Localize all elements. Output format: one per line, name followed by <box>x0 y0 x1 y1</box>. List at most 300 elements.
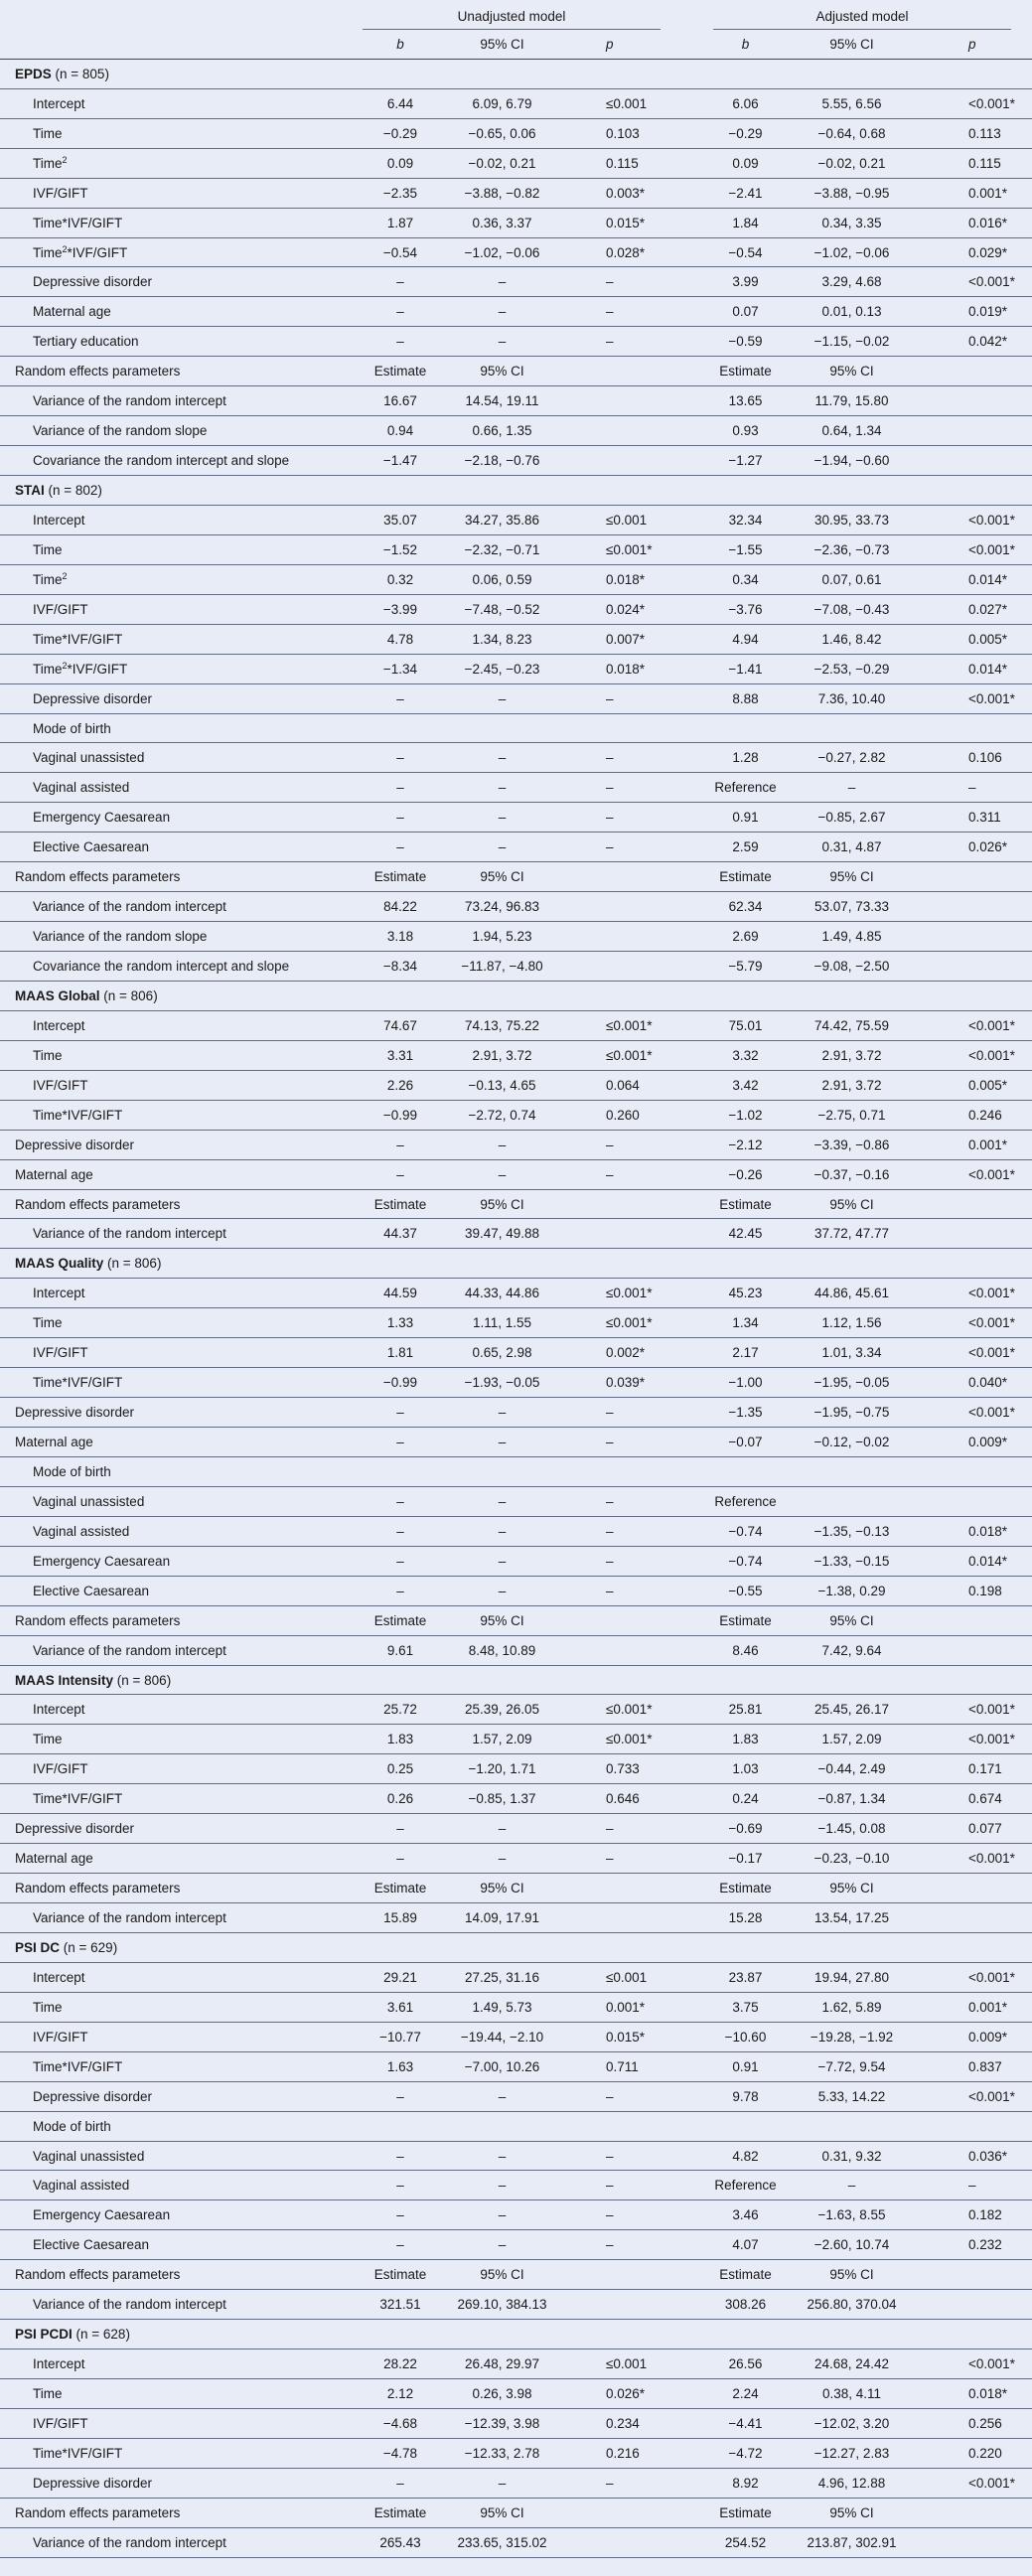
adjusted-ci-cell: −2.36, −0.73 <box>813 541 890 557</box>
section-title <box>15 1933 117 1963</box>
unadjusted-b-cell: 4.78 <box>386 631 414 647</box>
unadjusted-b-cell: – <box>396 1523 404 1539</box>
table-row <box>0 1011 1032 1041</box>
adjusted-b-cell: −0.07 <box>728 1435 763 1449</box>
unadjusted-ci-cell: 95% CI <box>480 364 524 379</box>
unadjusted-p-cell: – <box>606 334 614 350</box>
adjusted-b-cell: −4.72 <box>728 2445 763 2461</box>
col-header-p: p <box>968 36 976 52</box>
adjusted-ci-cell: −7.72, 9.54 <box>817 2058 886 2074</box>
adjusted-p-cell: 0.220 <box>968 2445 1002 2461</box>
adjusted-ci-cell: −3.88, −0.95 <box>813 185 890 201</box>
adjusted-ci-cell: 95% CI <box>829 869 874 885</box>
section-name: PSI PCDI <box>15 2327 73 2343</box>
adjusted-ci-cell: 53.07, 73.33 <box>813 899 890 915</box>
adjusted-b-cell: 4.07 <box>732 2237 759 2253</box>
unadjusted-ci-cell: 269.10, 384.13 <box>457 2297 547 2313</box>
unadjusted-b-cell: – <box>396 1851 404 1867</box>
unadjusted-ci-cell: 95% CI <box>480 2504 524 2520</box>
adjusted-b-cell: 3.42 <box>732 1077 759 1093</box>
adjusted-p-cell: <0.001* <box>968 2475 1015 2491</box>
row-label-text: Covariance the random intercept and slope <box>33 453 290 469</box>
row-label-text: Depressive disorder <box>33 2088 153 2104</box>
adjusted-ci-cell: 0.31, 9.32 <box>821 2148 882 2164</box>
section-name: PSI DC <box>15 1939 61 1955</box>
unadjusted-ci-cell: 34.27, 35.86 <box>464 512 540 528</box>
row-label-text: Intercept <box>33 1017 85 1033</box>
adjusted-b-cell: −0.26 <box>728 1166 763 1182</box>
row-label <box>33 833 149 862</box>
table-row <box>0 1754 1032 1784</box>
table-row <box>0 535 1032 565</box>
row-label <box>33 773 129 803</box>
adjusted-p-cell: <0.001* <box>968 2356 1015 2372</box>
adjusted-ci-cell: −2.60, 10.74 <box>813 2237 890 2253</box>
adjusted-b-cell: 0.93 <box>732 423 759 439</box>
superscript: 2 <box>62 243 68 254</box>
row-label <box>33 1903 226 1933</box>
unadjusted-b-cell: 2.26 <box>386 1077 414 1093</box>
table-row <box>0 595 1032 625</box>
table-row <box>0 2290 1032 2320</box>
table-row <box>0 1963 1032 1993</box>
unadjusted-ci-cell: −1.02, −0.06 <box>464 244 540 260</box>
table-row <box>0 416 1032 446</box>
unadjusted-ci-cell: −7.48, −0.52 <box>464 601 540 617</box>
row-label <box>33 1011 85 1041</box>
table-row <box>0 1517 1032 1547</box>
adjusted-ci-cell: 5.33, 14.22 <box>817 2088 886 2104</box>
unadjusted-ci-cell: −12.39, 3.98 <box>464 2415 540 2431</box>
section-title <box>15 476 102 506</box>
unadjusted-p-cell: 0.064 <box>606 1077 640 1093</box>
adjusted-p-cell: <0.001* <box>968 1017 1015 1033</box>
unadjusted-ci-cell: 0.66, 1.35 <box>472 423 532 439</box>
row-label <box>33 1993 63 2023</box>
unadjusted-b-cell: – <box>396 2207 404 2223</box>
unadjusted-p-cell: 0.002* <box>606 1345 646 1361</box>
row-label-text: Variance of the random slope <box>33 929 208 945</box>
adjusted-b-cell: −0.69 <box>728 1821 763 1837</box>
unadjusted-b-cell: −1.34 <box>382 661 418 677</box>
adjusted-p-cell: <0.001* <box>968 1315 1015 1331</box>
row-label-text: Time*IVF/GIFT <box>33 1375 123 1391</box>
table-row <box>0 803 1032 833</box>
adjusted-p-cell: 0.001* <box>968 185 1008 201</box>
adjusted-p-cell: <0.001* <box>968 1047 1015 1063</box>
unadjusted-ci-cell: 25.39, 26.05 <box>464 1702 540 1718</box>
row-label <box>15 2499 180 2528</box>
adjusted-p-cell: <0.001* <box>968 1405 1015 1421</box>
row-label <box>33 1487 144 1517</box>
adjusted-p-cell: <0.001* <box>968 274 1015 290</box>
unadjusted-ci-cell: −0.85, 1.37 <box>468 1791 536 1807</box>
unadjusted-b-cell: – <box>396 1166 404 1182</box>
unadjusted-b-cell: – <box>396 1493 404 1509</box>
adjusted-p-cell: 0.182 <box>968 2207 1002 2223</box>
unadjusted-b-cell: Estimate <box>373 364 427 379</box>
adjusted-p-cell: – <box>968 780 976 796</box>
unadjusted-ci-cell: – <box>498 810 507 826</box>
adjusted-ci-cell: 1.12, 1.56 <box>821 1315 882 1331</box>
row-label-text: Variance of the random intercept <box>33 1642 226 1658</box>
row-label <box>33 2023 88 2052</box>
unadjusted-b-cell: – <box>396 1435 404 1449</box>
adjusted-b-cell: −3.76 <box>728 601 763 617</box>
adjusted-ci-cell: 95% CI <box>829 1612 874 1628</box>
unadjusted-ci-cell: 8.48, 10.89 <box>468 1642 536 1658</box>
adjusted-ci-cell: 95% CI <box>829 2267 874 2283</box>
adjusted-ci-cell: 13.54, 17.25 <box>813 1910 890 1925</box>
table-row <box>0 2052 1032 2082</box>
adjusted-ci-cell: 213.87, 302.91 <box>807 2534 897 2550</box>
adjusted-b-cell: −2.41 <box>728 185 763 201</box>
adjusted-b-cell: −1.02 <box>728 1107 763 1123</box>
adjusted-ci-cell: −3.39, −0.86 <box>813 1136 890 1152</box>
superscript: 2 <box>62 660 68 671</box>
table-row <box>0 2349 1032 2379</box>
row-label <box>33 2142 144 2172</box>
unadjusted-model-header: Unadjusted model <box>457 9 566 24</box>
adjusted-model-header: Adjusted model <box>815 9 909 24</box>
table-row <box>0 1487 1032 1517</box>
table-row <box>0 1844 1032 1874</box>
unadjusted-b-cell: – <box>396 1136 404 1152</box>
row-label <box>33 1457 111 1487</box>
adjusted-p-cell: <0.001* <box>968 1702 1015 1718</box>
row-label <box>33 1695 85 1725</box>
adjusted-b-cell: 8.92 <box>732 2475 759 2491</box>
adjusted-b-cell: 3.99 <box>732 274 759 290</box>
row-label-text: Depressive disorder <box>33 2475 153 2491</box>
row-label-text: Random effects parameters <box>15 1196 181 1212</box>
unadjusted-ci-cell: −0.02, 0.21 <box>468 155 536 171</box>
row-label-text: Maternal age <box>33 304 111 320</box>
unadjusted-p-cell: – <box>606 690 614 706</box>
row-label <box>33 2112 111 2142</box>
adjusted-ci-cell: −12.02, 3.20 <box>813 2415 890 2431</box>
table-row <box>0 2142 1032 2172</box>
row-label <box>33 149 68 179</box>
adjusted-b-cell: Reference <box>714 780 777 796</box>
adjusted-b-cell: −1.35 <box>728 1405 763 1421</box>
row-label-text: Elective Caesarean <box>33 1583 150 1598</box>
row-label-text: Vaginal assisted <box>33 2178 130 2194</box>
section-header-row <box>0 2320 1032 2349</box>
row-label <box>33 1071 88 1101</box>
unadjusted-b-cell: 2.12 <box>386 2386 414 2401</box>
adjusted-b-cell: Reference <box>714 1493 777 1509</box>
unadjusted-p-cell: ≤0.001* <box>606 1286 653 1301</box>
table-row <box>0 892 1032 922</box>
section-title <box>15 2320 130 2349</box>
adjusted-b-cell: −0.74 <box>728 1553 763 1569</box>
adjusted-p-cell: 0.005* <box>968 631 1008 647</box>
row-label <box>15 357 180 386</box>
adjusted-ci-cell: 5.55, 6.56 <box>821 95 882 111</box>
unadjusted-p-cell: – <box>606 274 614 290</box>
table-row <box>0 209 1032 238</box>
adjusted-ci-cell: −1.15, −0.02 <box>813 334 890 350</box>
adjusted-p-cell: 0.009* <box>968 1435 1008 1449</box>
row-label-text: Time*IVF/GIFT <box>33 215 123 230</box>
unadjusted-ci-cell: 95% CI <box>480 1881 524 1896</box>
row-label-suffix: *IVF/GIFT <box>67 244 128 260</box>
table-row <box>0 327 1032 357</box>
adjusted-p-cell: <0.001* <box>968 1286 1015 1301</box>
adjusted-p-cell: 0.009* <box>968 2029 1008 2045</box>
row-label-text: Random effects parameters <box>15 364 181 379</box>
table-row <box>0 1368 1032 1398</box>
adjusted-b-cell: 3.32 <box>732 1047 759 1063</box>
row-label <box>33 743 144 773</box>
section-header-row <box>0 60 1032 89</box>
adjusted-p-cell: <0.001* <box>968 95 1015 111</box>
adjusted-b-cell: 2.69 <box>732 929 759 945</box>
table-row <box>0 1398 1032 1428</box>
section-title <box>15 1249 161 1279</box>
row-label <box>33 238 127 268</box>
adjusted-p-cell: 0.001* <box>968 1136 1008 1152</box>
section-name: STAI <box>15 483 45 498</box>
unadjusted-b-cell: 6.44 <box>386 95 414 111</box>
adjusted-p-cell: 0.014* <box>968 661 1008 677</box>
table-row <box>0 922 1032 952</box>
unadjusted-ci-cell: 233.65, 315.02 <box>457 2534 547 2550</box>
unadjusted-ci-cell: – <box>498 2148 507 2164</box>
adjusted-b-cell: 0.34 <box>732 571 759 587</box>
adjusted-p-cell: 0.232 <box>968 2237 1002 2253</box>
unadjusted-ci-cell: 1.57, 2.09 <box>472 1732 532 1747</box>
row-label-text: Variance of the random intercept <box>33 393 226 409</box>
unadjusted-p-cell: – <box>606 1435 614 1449</box>
unadjusted-b-cell: 16.67 <box>383 393 417 409</box>
adjusted-b-cell: 1.34 <box>732 1315 759 1331</box>
row-label-text: IVF/GIFT <box>33 1345 88 1361</box>
unadjusted-ci-cell: – <box>498 1583 507 1598</box>
row-label <box>15 1814 134 1844</box>
section-sample-size: (n = 806) <box>107 1256 162 1272</box>
table-row <box>0 1457 1032 1487</box>
unadjusted-b-cell: 1.63 <box>386 2058 414 2074</box>
row-label-text: Time*IVF/GIFT <box>33 2445 123 2461</box>
unadjusted-b-cell: – <box>396 2148 404 2164</box>
unadjusted-p-cell: ≤0.001 <box>606 1969 648 1985</box>
table-row <box>0 2528 1032 2558</box>
unadjusted-b-cell: 29.21 <box>383 1969 417 1985</box>
row-label <box>33 2469 152 2499</box>
unadjusted-b-cell: −8.34 <box>382 959 418 974</box>
adjusted-b-cell: 1.28 <box>732 750 759 766</box>
unadjusted-b-cell: 28.22 <box>383 2356 417 2372</box>
adjusted-b-cell: Estimate <box>719 869 772 885</box>
table-row <box>0 1577 1032 1606</box>
adjusted-ci-cell: 95% CI <box>829 1881 874 1896</box>
row-label <box>15 1131 134 1160</box>
adjusted-ci-cell: 0.01, 0.13 <box>821 304 882 320</box>
unadjusted-p-cell: – <box>606 2207 614 2223</box>
unadjusted-p-cell: 0.260 <box>606 1107 640 1123</box>
adjusted-ci-cell: −0.87, 1.34 <box>817 1791 886 1807</box>
adjusted-ci-cell: 7.36, 10.40 <box>817 690 886 706</box>
unadjusted-ci-cell: 73.24, 96.83 <box>464 899 540 915</box>
table-row <box>0 2200 1032 2230</box>
adjusted-ci-cell: 0.34, 3.35 <box>821 215 882 230</box>
adjusted-ci-cell: 256.80, 370.04 <box>807 2297 897 2313</box>
unadjusted-b-cell: Estimate <box>373 869 427 885</box>
adjusted-ci-cell: −2.53, −0.29 <box>813 661 890 677</box>
row-label <box>33 267 152 297</box>
unadjusted-ci-cell: 95% CI <box>480 1612 524 1628</box>
adjusted-p-cell: 0.018* <box>968 1523 1008 1539</box>
row-label <box>15 1874 180 1903</box>
unadjusted-b-cell: −2.35 <box>382 185 418 201</box>
row-label <box>33 1963 85 1993</box>
adjusted-p-cell: 0.837 <box>968 2058 1002 2074</box>
table-row <box>0 952 1032 982</box>
col-header-b: b <box>741 36 750 52</box>
table-row <box>0 297 1032 327</box>
row-label-suffix: *IVF/GIFT <box>67 661 128 677</box>
row-label-text: Intercept <box>33 2356 85 2372</box>
unadjusted-ci-cell: – <box>498 1523 507 1539</box>
adjusted-ci-cell: −0.02, 0.21 <box>817 155 886 171</box>
section-header-row <box>0 476 1032 506</box>
unadjusted-ci-cell: 39.47, 49.88 <box>464 1226 540 1242</box>
adjusted-b-cell: Estimate <box>719 364 772 379</box>
adjusted-ci-cell: 25.45, 26.17 <box>813 1702 890 1718</box>
unadjusted-p-cell: ≤0.001 <box>606 2356 648 2372</box>
row-label-text: Tertiary education <box>33 334 139 350</box>
adjusted-ci-cell: −0.27, 2.82 <box>817 750 886 766</box>
unadjusted-b-cell: – <box>396 1583 404 1598</box>
row-label <box>15 1160 93 1190</box>
unadjusted-p-cell: 0.026* <box>606 2386 646 2401</box>
adjusted-b-cell: 0.91 <box>732 810 759 826</box>
unadjusted-b-cell: – <box>396 1821 404 1837</box>
row-label-text: Elective Caesarean <box>33 839 150 855</box>
table-row <box>0 2023 1032 2052</box>
unadjusted-b-cell: 44.59 <box>383 1286 417 1301</box>
unadjusted-b-cell: – <box>396 1405 404 1421</box>
row-label <box>33 2082 152 2112</box>
adjusted-b-cell: Estimate <box>719 1612 772 1628</box>
adjusted-p-cell: 0.001* <box>968 1999 1008 2015</box>
row-label <box>33 535 63 565</box>
adjusted-b-cell: 32.34 <box>728 512 763 528</box>
table-row <box>0 684 1032 714</box>
row-label-text: Depressive disorder <box>15 1136 135 1152</box>
table-row <box>0 2439 1032 2469</box>
adjusted-b-cell: 8.46 <box>732 1642 759 1658</box>
adjusted-ci-cell: 0.38, 4.11 <box>821 2386 882 2401</box>
unadjusted-p-cell: 0.646 <box>606 1791 640 1807</box>
row-label <box>33 1279 85 1308</box>
row-label-text: IVF/GIFT <box>33 601 88 617</box>
table-row <box>0 1308 1032 1338</box>
adjusted-b-cell: 6.06 <box>732 95 759 111</box>
unadjusted-b-cell: 265.43 <box>379 2534 421 2550</box>
unadjusted-ci-cell: −1.20, 1.71 <box>468 1761 536 1777</box>
unadjusted-b-cell: 1.87 <box>386 215 414 230</box>
unadjusted-ci-cell: 0.06, 0.59 <box>472 571 532 587</box>
unadjusted-p-cell: – <box>606 810 614 826</box>
row-label <box>33 1784 122 1814</box>
unadjusted-b-cell: 9.61 <box>386 1642 414 1658</box>
table-row <box>0 1993 1032 2023</box>
table-row <box>0 1903 1032 1933</box>
row-label-text: Random effects parameters <box>15 2267 181 2283</box>
unadjusted-ci-cell: −2.32, −0.71 <box>464 541 540 557</box>
unadjusted-b-cell: Estimate <box>373 2504 427 2520</box>
table-row <box>0 2260 1032 2290</box>
row-label <box>33 1754 88 1784</box>
row-label <box>33 89 85 119</box>
col-header-ci: 95% CI <box>480 36 524 52</box>
row-label-text: Mode of birth <box>33 720 111 736</box>
adjusted-b-cell: 308.26 <box>724 2297 767 2313</box>
adjusted-p-cell: <0.001* <box>968 1166 1015 1182</box>
adjusted-ci-cell: −9.08, −2.50 <box>813 959 890 974</box>
row-label-text: Random effects parameters <box>15 2504 181 2520</box>
row-label-text: Time <box>33 541 63 557</box>
row-label-text: Vaginal unassisted <box>33 750 145 766</box>
adjusted-b-cell: Estimate <box>719 2504 772 2520</box>
adjusted-ci-cell: −1.95, −0.05 <box>813 1375 890 1391</box>
adjusted-ci-cell: 2.91, 3.72 <box>821 1077 882 1093</box>
row-label-text: Time <box>33 244 63 260</box>
row-label-text: Maternal age <box>15 1435 93 1449</box>
adjusted-ci-cell: −1.94, −0.60 <box>813 453 890 469</box>
adjusted-ci-cell: −0.37, −0.16 <box>813 1166 890 1182</box>
unadjusted-p-cell: – <box>606 2475 614 2491</box>
unadjusted-p-cell: 0.103 <box>606 125 640 141</box>
row-label <box>33 655 127 684</box>
row-label <box>33 2290 226 2320</box>
row-label-text: Variance of the random intercept <box>33 2297 226 2313</box>
unadjusted-p-cell: – <box>606 750 614 766</box>
adjusted-ci-cell: −7.08, −0.43 <box>813 601 890 617</box>
unadjusted-b-cell: – <box>396 750 404 766</box>
adjusted-p-cell: 0.077 <box>968 1821 1002 1837</box>
row-label <box>15 1190 180 1220</box>
adjusted-ci-cell: – <box>847 780 856 796</box>
unadjusted-ci-cell: – <box>498 1136 507 1152</box>
table-row <box>0 1219 1032 1249</box>
table-row <box>0 1338 1032 1368</box>
unadjusted-ci-cell: 14.09, 17.91 <box>464 1910 540 1925</box>
adjusted-b-cell: −1.55 <box>728 541 763 557</box>
row-label-text: Intercept <box>33 1702 85 1718</box>
unadjusted-p-cell: 0.015* <box>606 215 646 230</box>
adjusted-ci-cell: −0.85, 2.67 <box>817 810 886 826</box>
adjusted-ci-cell: −1.95, −0.75 <box>813 1405 890 1421</box>
unadjusted-b-cell: – <box>396 780 404 796</box>
adjusted-b-cell: −4.41 <box>728 2415 763 2431</box>
unadjusted-p-cell: 0.733 <box>606 1761 640 1777</box>
adjusted-p-cell: 0.115 <box>968 155 1001 171</box>
adjusted-b-cell: 26.56 <box>728 2356 763 2372</box>
unadjusted-b-cell: Estimate <box>373 1881 427 1896</box>
unadjusted-ci-cell: 95% CI <box>480 869 524 885</box>
section-title <box>15 1666 171 1696</box>
row-label-text: Intercept <box>33 95 85 111</box>
unadjusted-b-cell: 321.51 <box>379 2297 421 2313</box>
unadjusted-p-cell: 0.018* <box>606 661 646 677</box>
table-row <box>0 565 1032 595</box>
adjusted-p-cell: 0.674 <box>968 1791 1002 1807</box>
row-label-text: Variance of the random slope <box>33 423 208 439</box>
